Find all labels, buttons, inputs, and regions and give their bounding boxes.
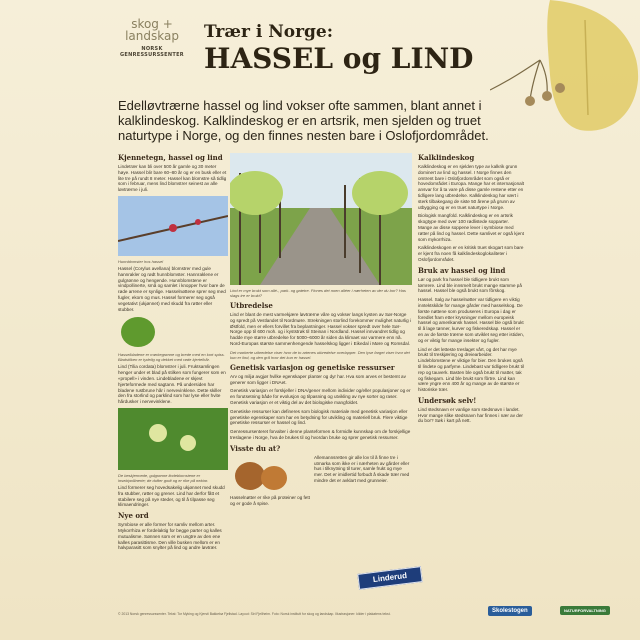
paragraph: Hassel. Salg av hasselnøtter var tidligere en viktig inntektskilde for mange gårder med hasselskog. De første nøttene som produseres i Europa i dag er foredlet fram etter krysninger mellom europeisk hassel og amerikansk hassel. Hassel ble også brukt til å lage tønner, kurver og fiskeredskap. Hassel er en av de første trærne som utviklet seg etter istiden, og er viktig for mange insekter og fugler.: [418, 297, 524, 343]
section-heading: Bruk av hassel og lind: [418, 265, 506, 275]
paragraph: Biologisk mangfold. Kalklindeskog er en artsrik skogtype med over 100 rødlistede sopparter. Mange av disse soppene lever i symbiose med røtter på lind og hassel. Dette samlivet er også kjent som mykorrhiza.: [418, 213, 524, 242]
section-heading: Visste du at?: [230, 443, 281, 453]
paragraph: Lind stedsnavn er vanlige som stedsnavn i landet. Hvor mange slike stedsnavn har finnes i nær av der du bor? Søk i kart på nett.: [418, 406, 523, 424]
paragraph: Lindetrær kan bli over 500 år gamle og 30 meter høye. Hassel blir bare 60–80 år og er en busk eller et lite tre på rundt 8 meter. Hassel kan blomstre så tidlig som i februar, mens lind blomstrer seinest av alle løvtrærne i juli.: [118, 164, 227, 193]
paragraph: Genetiske ressurser kan defineres som biologisk materiale med genetisk variasjon eller genetiske egenskaper som har en betydning for utvikling og materiell bruk. Flere viktige genetiske ressurser er hassel og lind.: [230, 408, 408, 426]
brand-naturforvaltning: NATURFORVALTNING: [560, 606, 610, 615]
logo-name: skog + landskap: [125, 17, 179, 43]
hazel-leaf-photo: [118, 315, 158, 349]
photo-caption: De beskjermede, gulgrønne lindeblomstene er insektpollinerte; de dufter godt og er rike på nektar.: [118, 472, 209, 483]
right-column: [418, 150, 524, 427]
paragraph: Lør og park fra hassel ble tidligere brukt som tømrere. Lind ble innsmelt brukt mange stamme på hassel. Hassel ble også brukt som fôrskog.: [418, 276, 522, 294]
brand-skolestogen: Skolestogen: [488, 606, 532, 616]
section-heading: Nye ord: [118, 511, 149, 521]
paragraph: Kalklindeskogen er en kritisk truet skogart som bare er kjent fra noen få kalklindeskoglokaliteter i Oslofjordområdet.: [418, 245, 524, 262]
paragraph: Allemannsretten gir alle lov til å finne tre i utmarka som ikke er i nærheten av gårder eller hus i tilknytning til turer, samle frukt og mye mer. Det er imidlertid forbudt å skade trær med mindre det er avklart med grunneier.: [314, 454, 410, 483]
paragraph: Arv og miljø avgjør hvilke egenskaper planter og dyr har. Hva som arves er bestemt av generer som ligger i DNAet.: [230, 373, 406, 385]
paragraph: Symbiose er alle former for samliv mellom arter. Mykorrhiza er fordelaktig for begge parter og kalles mutualisme. Sønnen som er en ungtre av den ene kalles parasittisme. Den ville busken mellom er en halvparasitt som snylter på lind og andre løvtrær.: [118, 522, 222, 551]
paragraph: Hassel (Corylus avellana) blomstrer med gule hannrakler og rødt hunnblomster. Hannraklene er gulgrønne og hengende. Hunnblomstene er vindpollinerte, små og samlet i knopper hvor bare de røde arrene er synlige. Hasselnøttene sprer seg med fugler, ekorn og mus. Hassel formerer seg også vegetativt (ukjønnet) med skudd fra røtter eller stubber.: [118, 265, 226, 312]
left-column: [118, 150, 228, 554]
linden-flower-photo: [118, 408, 228, 470]
section-heading: Kjennetegn, hassel og lind: [118, 153, 223, 162]
section-heading: Utbredelse: [230, 301, 273, 310]
logo: [112, 18, 192, 58]
title-prefix: Trær i Norge:: [204, 22, 334, 42]
map-caption: Det markerte utbredelse viser hvor de to artenes utbredelse overlapper. Den lyse farget viser hvor det kun er lind, og den grå hvor det kun er hassel.: [230, 349, 410, 360]
section-heading: Genetisk variasjon og genetiske ressurser: [230, 362, 395, 372]
paragraph: Lind er blant de mest varmekjære løvtrærne våre og vokser langs kysten av Sør-Norge og spredt på Vestlandet til Nordmøre. Strekningen storlind forekommer mulighet naturlig i Østfold, men er ellers forvillet fra beplantninger. Hassel vokser spredt over hele Sør-Norge opp til 600 moh. og i kyststrøk til Steinan i Nordland. Hassel innvandret tidlig og hadde mye større utbredelse for 5000–6000 år siden da klimaet var varmere enn nå. Nord-Europas største sammenhengende hasselskog ligger i Eikedal i Møre og Romsdal.: [230, 312, 412, 346]
paragraph: Kalklindeskog er en sjelden type av kalkrik grunn dominert av lind og hassel. I Norge finnes den omtrent bare i Oslofjordområdet som også er hovedområdet i Europa. Mange har et internasjonalt ansvar for å ta vare på disse gamle restene etter en tidligere lang utbredelse. Kalklindeskog har vært i sterk tilbakegang de siste 50 årene på grunn av utbygging og er en truet naturtype i Norge.: [418, 164, 524, 210]
paragraph: Lind formerer seg hovedsakelig ukjønnet med skudd fra stubber, røtter og grener. Lind har derfor fått et stabilere seg på nye steder, og til å tilpasse seg klimaendringer.: [118, 484, 225, 508]
photo-caption: Hunnblomster hos hassel: [118, 258, 164, 264]
footer-credits: © 2013 Norsk genressurssenter. Tekst: Tor Myking og Kjersti Bakkebø Fjellstad. Layout: Siri Fjellheim. Foto: Norsk institutt for skog og landskap. Illustrasjoner: kilder i plakatens tekst.: [118, 612, 391, 616]
photo-caption: Lind er mye brukt som allé-, park- og gatetre. Finnes det noen alléer i nærheten av der du bor? Has slags tre er brukt?: [230, 288, 406, 298]
intro-text: Edelløvtrærne hassel og lind vokser ofte sammen, blant annet i kalklindeskog. Kalklindeskog er en artsrik, men sjelden og truet naturtype i Norge, og den finnes nesten bare i Oslofjordområdet.: [118, 98, 489, 143]
paragraph: Lind er det letteste treslaget vårt, og det har mye brukt til treskjæring og dreiearbeider. Lindeblomstene er viktige for bier. Den brukes også til lindete og parfyme. Lindebast var tidligere brukt til rep og tauverk. Basten ble også brukt til matter, tak og fiskegarn. Lind ble brukt som fôrtre. Lind kan være yngre enn 400 år og mange av de største er historiske trær.: [418, 346, 524, 393]
logo-tagline: NORSK GENRESSURSSENTER: [120, 46, 184, 58]
hazel-flower-photo: [118, 196, 228, 256]
paragraph: Lind (Tilia cordata) blomstrer i juli. Fruktsamlingen henger under et blad på stilken som fungerer som en «propell» i vinden. Lindebladene er skjevt hjerteformede med sagtann. På undersiden har bladene rustbrune hår i nervevinklene. Dette skiller den fra storlind og parklind som har lyse eller hvite hårdusker i nervevinklene.: [118, 364, 226, 405]
photo-caption: Hasselbladene er mørkegrønne og brede med en kort spiss. Bladstilken er tydelig og dekket med røde kjertelhår.: [118, 352, 225, 363]
hazelnut-photo: [230, 458, 290, 492]
section-heading: Kalklindeskog: [418, 153, 475, 162]
paragraph: Hasselnøtter er rike på proteiner og fett og er gode å spise.: [230, 494, 310, 506]
middle-column: [230, 150, 412, 509]
paragraph: Genetisk variasjon er forskjeller i DNA/gener mellom individer og/eller populasjoner og er en forutsetning både for evolusjon og tilpasning og utvikling av nye sorter og raser. Genetisk variasjon er et viktig del av det biologiske mangfoldet.: [230, 388, 411, 405]
section-heading: Undersøk selv!: [418, 395, 477, 405]
page-title: HASSEL og LIND: [204, 42, 474, 75]
tree-alley-photo: [230, 153, 412, 285]
linderud-sign: Linderud: [357, 566, 422, 590]
paragraph: Genressursenteret forvalter i denne planteformen & formidle kunnskap om de forskjellige treslagene i Norge, hva de brukes til og hvordan bruke og sprer genetisk ressurser.: [230, 429, 411, 440]
